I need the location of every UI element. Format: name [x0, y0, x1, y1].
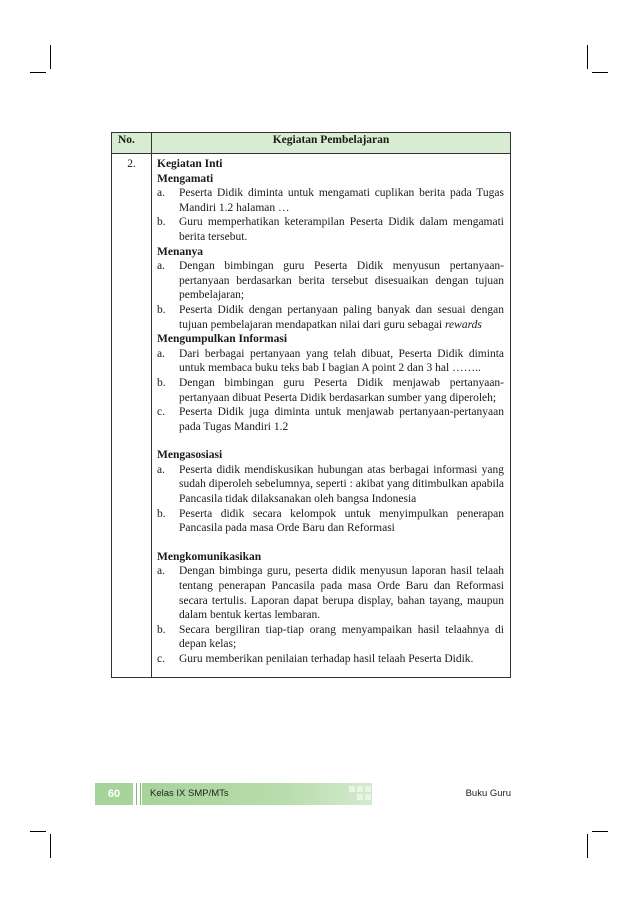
footer-right-text: Buku Guru: [465, 788, 511, 799]
list-item: [157, 186, 504, 215]
section-list-mengasosiasi: [157, 463, 504, 536]
item-text: Dengan bimbingan guru Peserta Didik menyusun pertanyaan-pertanyaan berdasarkan berita tersebut disesuaikan dengan tujuan pembelajaran;: [179, 260, 504, 302]
list-item: [157, 623, 504, 652]
table-row: [112, 154, 511, 678]
crop-mark-top-left-v: [50, 45, 51, 69]
list-item: [157, 507, 504, 536]
item-text: Dengan bimbinga guru, peserta didik menyusun laporan hasil telaah tentang penerapan Pancasila pada masa Orde Baru dan Reformasi secara tertulis. Laporan dapat berupa display, bahan tayang, maupun dalam bentuk kertas lembaran.: [179, 565, 504, 622]
crop-mark-bottom-right-h: [592, 831, 608, 832]
section-heading-mengkomunikasikan: Mengkomunikasikan: [157, 550, 262, 563]
section-list-mengamati: [157, 186, 504, 244]
item-italic-text: rewards: [445, 318, 482, 331]
item-text: Guru memperhatikan keterampilan Peserta Didik dalam mengamati berita tersebut.: [179, 216, 504, 243]
list-item: [157, 652, 504, 667]
crop-mark-bottom-right-v: [587, 834, 588, 858]
item-marker: c.: [157, 406, 165, 419]
item-text: Guru memberikan penilaian terhadap hasil telaah Peserta Didik.: [179, 653, 474, 665]
item-marker: a.: [157, 463, 165, 476]
list-item: [157, 347, 504, 376]
row-title: Kegiatan Inti: [157, 158, 223, 170]
item-text: Secara bergiliran tiap-tiap orang menyampaikan hasil telaahnya di depan kelas;: [179, 623, 504, 651]
list-item: [157, 303, 504, 332]
crop-mark-top-right-v: [587, 45, 588, 69]
section-heading-mengasosiasi: Mengasosiasi: [157, 449, 223, 462]
item-text: Peserta didik mendiskusikan hubungan atas berbagai informasi yang sudah diperoleh sebelumnya, seperti : akibat yang ditimbulkan apabila Pancasila tidak dilaksanakan oleh bangsa Indonesia: [179, 463, 504, 506]
item-marker: a.: [157, 347, 165, 360]
item-marker: a.: [157, 260, 165, 273]
item-marker: c.: [157, 653, 165, 665]
section-list-mengkomunikasikan: [157, 564, 504, 666]
list-item: [157, 215, 504, 244]
list-item: [157, 405, 504, 434]
section-heading-mengamati: Mengamati: [157, 172, 214, 185]
item-marker: b.: [157, 376, 166, 389]
column-header-no: No.: [112, 133, 152, 154]
list-item: [157, 376, 504, 405]
list-item: [157, 463, 504, 507]
section-list-menanya: [157, 259, 504, 332]
section-list-mengumpulkan-informasi: [157, 347, 504, 435]
item-text: Peserta Didik dengan pertanyaan paling banyak dan sesuai dengan tujuan pembelajaran mendapatkan nilai dari guru sebagai: [179, 303, 504, 331]
footer-divider: [136, 783, 141, 805]
crop-mark-bottom-left-h: [30, 831, 46, 832]
page-footer: [95, 783, 515, 805]
item-text: Peserta didik secara kelompok untuk menyimpulkan penerapan Pancasila pada masa Orde Baru dan Reformasi: [179, 507, 504, 535]
item-marker: b.: [157, 216, 166, 229]
column-header-kegiatan: Kegiatan Pembelajaran: [152, 133, 511, 154]
item-marker: b.: [157, 623, 166, 636]
table-header-row: [112, 133, 511, 154]
crop-mark-bottom-left-v: [50, 834, 51, 858]
section-heading-menanya: Menanya: [157, 245, 203, 258]
item-marker: b.: [157, 507, 166, 520]
crop-mark-top-left-h: [30, 72, 46, 73]
item-marker: a.: [157, 187, 165, 200]
footer-decorative-squares: [345, 783, 372, 805]
item-text: Dengan bimbingan guru Peserta Didik menjawab pertanyaan-pertanyaan dibuat Peserta Didik berdasarkan sumber yang diperoleh;: [179, 376, 504, 404]
page-number: 60: [95, 783, 133, 805]
item-text: Peserta Didik juga diminta untuk menjawab pertanyaan-pertanyaan pada Tugas Mandiri 1.2: [179, 406, 504, 433]
book-title: Kelas IX SMP/MTs: [150, 788, 229, 799]
row-number: 2.: [112, 154, 152, 678]
list-item: [157, 259, 504, 303]
section-heading-mengumpulkan-informasi: Mengumpulkan Informasi: [157, 333, 288, 346]
item-text: Dari berbagai pertanyaan yang telah dibuat, Peserta Didik diminta untuk membaca buku teks bab I bagian A point 2 dan 3 hal ……..: [179, 347, 504, 375]
item-marker: b.: [157, 303, 166, 316]
activity-cell: [152, 154, 511, 678]
item-marker: a.: [157, 565, 165, 578]
list-item: [157, 564, 504, 622]
crop-mark-top-right-h: [592, 72, 608, 73]
item-text: Peserta Didik diminta untuk mengamati cuplikan berita pada Tugas Mandiri 1.2 halaman …: [179, 187, 504, 214]
kegiatan-table: [111, 132, 511, 678]
